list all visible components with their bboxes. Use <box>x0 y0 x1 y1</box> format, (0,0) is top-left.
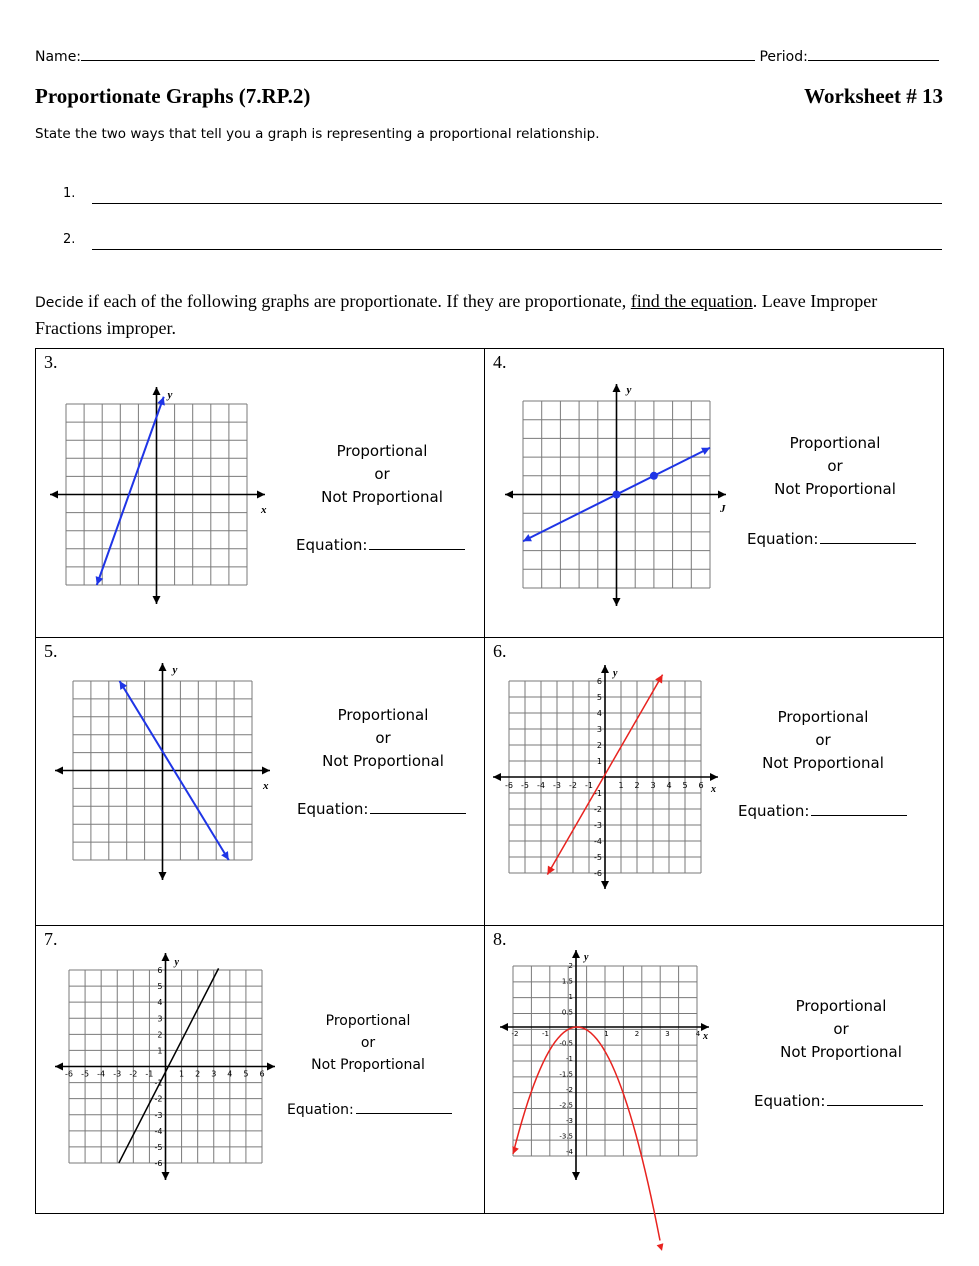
graph6-x-tick: 4 <box>666 781 672 790</box>
graph7-y-tick: 2 <box>157 1030 163 1040</box>
choice-proportional[interactable]: Proportional <box>325 1013 411 1029</box>
graph7-y-label: y <box>174 957 179 968</box>
graph7-x-tick: 1 <box>179 1069 185 1079</box>
graph8-y-tick: 1.5 <box>561 977 573 986</box>
graph7-y-tick: -2 <box>154 1094 163 1104</box>
problem-number: 3. <box>44 352 58 372</box>
graph5-x-label: x <box>263 780 269 792</box>
graph6-x-tick: -5 <box>521 781 529 790</box>
graph3-arrow <box>153 596 161 604</box>
graph8-arrow <box>512 1146 518 1154</box>
graph6-y-tick: -6 <box>594 869 602 878</box>
equation-label: Equation: <box>297 800 369 818</box>
graph6-y-tick: 2 <box>596 741 602 750</box>
choice-proportional[interactable]: Proportional <box>777 708 869 726</box>
instructions-part2: . Leave Improper Fractions improper. <box>35 291 878 338</box>
name-label: Name: <box>35 49 82 65</box>
instructions-part1: if each of the following graphs are proportionate. If they are proportionate, <box>83 291 631 311</box>
choice-proportional[interactable]: Proportional <box>337 706 429 724</box>
equation-label: Equation: <box>747 530 819 548</box>
graph8-arrow <box>572 1172 580 1180</box>
choice-not-proportional[interactable]: Not Proportional <box>762 754 884 772</box>
graph6-y-tick: 1 <box>596 757 602 766</box>
graph7-arrow <box>267 1063 275 1071</box>
graph7-x-tick: 5 <box>243 1069 249 1079</box>
equation-label: Equation: <box>287 1102 354 1118</box>
graph7-y-tick: 1 <box>157 1046 163 1056</box>
graph6-y-tick: 6 <box>596 677 602 686</box>
choice-not-proportional[interactable]: Not Proportional <box>780 1043 902 1061</box>
graph8-y-tick: -1.5 <box>559 1070 573 1079</box>
problem-number: 7. <box>44 929 58 949</box>
graph7-arrow <box>162 953 170 961</box>
graph8-y-tick: -2 <box>566 1086 573 1094</box>
graph6-arrow <box>493 773 501 781</box>
graph3-arrow <box>50 491 58 499</box>
graph7-y-tick: 3 <box>157 1014 163 1024</box>
page-title: Proportionate Graphs (7.RP.2) <box>35 84 311 108</box>
graph7-x-tick: 6 <box>259 1069 265 1079</box>
graph7-x-tick: -5 <box>81 1069 90 1079</box>
graph7-y-tick: 5 <box>157 982 163 992</box>
graph7-y-tick: -6 <box>154 1159 163 1168</box>
choice-or: or <box>833 1020 849 1038</box>
equation-label: Equation: <box>296 536 368 554</box>
problem-number: 6. <box>493 641 507 661</box>
graph8-x-tick: 3 <box>665 1030 670 1038</box>
graph4-y-label: y <box>626 384 632 396</box>
instructions-lead: Decide <box>35 295 84 311</box>
graph7-arrow <box>55 1063 63 1071</box>
graph4-point <box>650 472 658 480</box>
problem-number: 5. <box>44 641 58 661</box>
graph6-arrow <box>601 665 609 673</box>
graph7-x-tick: -2 <box>129 1069 138 1079</box>
graph8-y-tick: -3.5 <box>559 1132 573 1141</box>
graph3-arrow <box>257 491 265 499</box>
worksheet-number: Worksheet # 13 <box>804 84 943 108</box>
graph8-x-label: x <box>703 1031 708 1042</box>
graph7-y-tick: 4 <box>157 998 163 1008</box>
graph8-arrow <box>572 950 580 958</box>
prompt-text: State the two ways that tell you a graph is representing a proportional relationship. <box>35 126 600 142</box>
equation-label: Equation: <box>738 802 810 820</box>
graph8-arrow <box>701 1023 709 1031</box>
graph7-y-tick: -4 <box>154 1126 163 1136</box>
graph8-x-tick: 2 <box>634 1030 640 1038</box>
graph5-arrow <box>159 872 167 880</box>
graph4-arrow <box>505 491 513 499</box>
graph8-arrow <box>500 1023 508 1031</box>
graph6-y-tick: 3 <box>596 725 602 734</box>
graph6-x-tick: -1 <box>585 781 593 790</box>
choice-or: or <box>374 465 390 483</box>
choice-proportional[interactable]: Proportional <box>795 997 887 1015</box>
graph6-x-tick: 5 <box>682 781 688 790</box>
problem-number: 8. <box>493 929 507 949</box>
choice-not-proportional[interactable]: Not Proportional <box>774 480 896 498</box>
graph3-x-label: x <box>261 504 267 516</box>
graph6-y-tick: 4 <box>596 709 602 718</box>
graph7-x-tick: -3 <box>113 1069 122 1079</box>
graph4-x-label: J <box>720 503 726 515</box>
graph6-x-tick: 1 <box>618 781 624 790</box>
choice-or: or <box>375 729 391 747</box>
graph4-arrow <box>718 491 726 499</box>
graph8-y-label: y <box>584 952 589 963</box>
graph5-arrow <box>55 767 63 775</box>
graph4-arrow <box>613 598 621 606</box>
graph3-line <box>97 397 164 585</box>
graph6-x-label: x <box>711 784 716 795</box>
graph8-arrow <box>657 1243 664 1251</box>
graph7-x-tick: -1 <box>145 1069 154 1079</box>
choice-or: or <box>827 457 843 475</box>
graph7-x-tick: -6 <box>65 1069 73 1079</box>
graph5-arrow <box>262 767 270 775</box>
choice-proportional[interactable]: Proportional <box>336 442 428 460</box>
graph8-y-tick: 2 <box>568 962 573 970</box>
graph6-y-label: y <box>613 668 618 679</box>
graph7-y-tick: 6 <box>157 966 163 975</box>
choice-not-proportional[interactable]: Not Proportional <box>321 488 443 506</box>
problem-number: 4. <box>493 352 507 372</box>
graph7-arrow <box>162 1172 170 1180</box>
graph7-x-tick: 4 <box>227 1069 233 1079</box>
graph7-x-tick: 2 <box>195 1069 201 1079</box>
graph8-y-tick: 0.5 <box>561 1008 573 1017</box>
blank-number: 1. <box>63 186 76 201</box>
choice-not-proportional[interactable]: Not Proportional <box>311 1057 425 1073</box>
graph6-x-tick: -3 <box>553 781 561 790</box>
graph6-arrow <box>601 881 609 889</box>
graph6-y-tick: -1 <box>594 789 602 798</box>
graph3-y-label: y <box>167 389 173 401</box>
graph8-y-tick: 1 <box>568 993 573 1001</box>
graph7-x-tick: -4 <box>97 1069 106 1079</box>
graph8-y-tick: -4 <box>566 1148 573 1156</box>
blank-number: 2. <box>63 232 76 247</box>
graph6-y-tick: 5 <box>596 693 602 702</box>
graph5-arrow <box>159 663 167 671</box>
graph6-x-tick: 2 <box>634 781 640 790</box>
graph8-y-tick: -3 <box>566 1117 573 1125</box>
graph8-x-tick: -2 <box>511 1030 519 1038</box>
graph3-arrow <box>153 387 161 395</box>
graph8-x-tick: -1 <box>542 1030 549 1038</box>
graph7-x-tick: 3 <box>211 1069 217 1079</box>
graph6-y-tick: -5 <box>594 853 602 862</box>
graph8-y-tick: -2.5 <box>559 1101 573 1110</box>
graph6-x-tick: -6 <box>505 781 513 790</box>
graph4-point <box>613 491 621 499</box>
graph6-x-tick: -2 <box>569 781 577 790</box>
graph6-x-tick: 6 <box>698 781 704 790</box>
instructions-underlined: find the equation <box>630 291 753 311</box>
choice-proportional[interactable]: Proportional <box>789 434 881 452</box>
graph8-y-tick: -1 <box>566 1055 573 1063</box>
graph7-y-tick: -1 <box>154 1078 163 1088</box>
graph6-arrow <box>710 773 718 781</box>
graph8-x-tick: 4 <box>695 1030 701 1038</box>
graph6-x-tick: 3 <box>650 781 656 790</box>
graph6-y-tick: -3 <box>594 821 602 830</box>
choice-not-proportional[interactable]: Not Proportional <box>322 752 444 770</box>
choice-or: or <box>815 731 831 749</box>
graph8-y-tick: -0.5 <box>559 1039 573 1048</box>
graph6-y-tick: -2 <box>594 805 602 814</box>
graph8-x-tick: 1 <box>604 1030 609 1038</box>
equation-label: Equation: <box>754 1092 826 1110</box>
graph6-x-tick: -4 <box>537 781 545 790</box>
period-label: Period: <box>759 49 808 65</box>
graph5-y-label: y <box>172 664 178 676</box>
choice-or: or <box>360 1035 376 1051</box>
graph7-y-tick: -3 <box>154 1110 163 1120</box>
graph7-y-tick: -5 <box>154 1142 163 1152</box>
graph6-y-tick: -4 <box>594 837 602 846</box>
graph4-arrow <box>613 384 621 392</box>
